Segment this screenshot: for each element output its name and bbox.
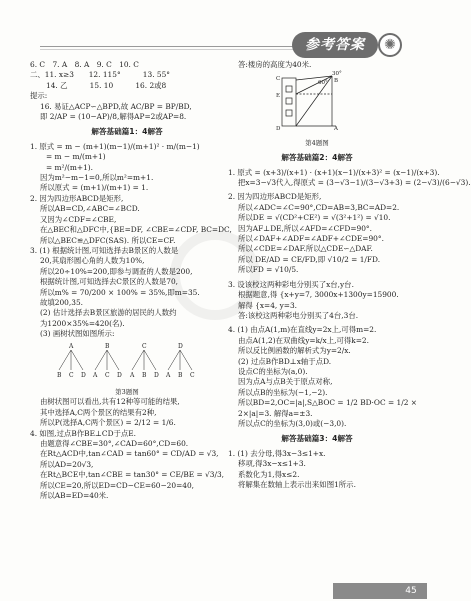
svg-text:C: C xyxy=(190,371,195,379)
right-column xyxy=(228,60,471,490)
solution-line: 1. 原式 = m − (m+1)(m−1)/(m+1)² · m/(m−1) xyxy=(30,141,200,151)
svg-text:A: A xyxy=(166,371,171,379)
point-label: E xyxy=(276,93,281,100)
solution-line: 20,其扇形圆心角的人数为10%, xyxy=(40,256,145,266)
hint-line: 16. 易证△ACP∽△BPD,故 AC/BP = BP/BD, xyxy=(40,101,192,111)
solution-line: 因为AF⊥DE,所以∠AFD=∠CFD=90°. xyxy=(238,223,372,233)
solution-line: 把x=3−√3代入,得原式 = (3−√3−1)/(3−√3+3) = (2−√3)/(6−√3). xyxy=(238,178,471,188)
svg-text:B: B xyxy=(105,342,110,350)
solution-line: 所以△BEC≌△DFC(SAS). 所以CE=CF. xyxy=(40,235,176,245)
solution-line: 所以AB=ED=40米. xyxy=(40,491,109,501)
solution-line: 解得 {x=4, y=3. xyxy=(238,300,298,310)
svg-text:D: D xyxy=(81,371,86,379)
solution-line: = m − m/(m+1) xyxy=(46,152,106,162)
solution-line: 所以AB=CD,∠ABC=∠BCD. xyxy=(40,204,140,214)
solution-line: 所以P(选择A,C两个景区) = 2/12 = 1/6. xyxy=(40,418,176,428)
point-label: A xyxy=(334,126,338,133)
svg-text:C: C xyxy=(105,371,110,379)
solution-line: 所以FD = √10/5. xyxy=(238,265,299,275)
solution-line: 根据统计图,可知选择去C景区的人数是70, xyxy=(40,277,179,287)
solution-line: 所以CE=20,所以ED=CD−CE=60−20=40, xyxy=(40,480,195,490)
solution-line: 所以 DE/AD = CE/FD,即 √10/2 = 1/FD. xyxy=(238,254,381,264)
answer-line: 二、11. x≥3 12. 115° 13. 55° xyxy=(30,70,171,80)
header-rule-thin xyxy=(40,49,315,50)
solution-line: 在Rt△ACD中,tan∠CAD = tan60° = CD/AD = √3, xyxy=(40,449,219,459)
svg-text:C: C xyxy=(69,371,74,379)
solution-line: 所以∠ADC=∠C=90°,CD=AB=3,BC=AD=2. xyxy=(238,202,400,212)
angle-label: 30° xyxy=(332,71,342,78)
solution-line: (2) 估计选择去B景区旅游的居民的人数约 xyxy=(40,308,177,318)
page-number: 45 xyxy=(405,586,417,596)
left-column xyxy=(30,60,232,501)
figure-caption: 第3题图 xyxy=(115,387,139,396)
hint-line: 即 2/AP = (10−AP)/8,解得AP=2或AP=8. xyxy=(40,112,187,122)
point-label: D xyxy=(276,126,281,133)
solution-line: 答:该校这两种彩电分别买了4台,3台. xyxy=(238,310,359,320)
solution-line: 所以20÷10%=200,即参与调查的人数是200, xyxy=(40,266,193,276)
solution-line: 为1200×35%=420(名). xyxy=(40,318,125,328)
solution-line: 所以点B的坐标为(−1,−2). xyxy=(238,387,328,397)
point-label: C xyxy=(276,76,281,83)
tree-diagram xyxy=(52,342,202,384)
solution-line: 其中选择A,C两个景区的结果有2种, xyxy=(40,407,157,417)
section-title: 解答基础篇3：4解答 xyxy=(281,434,353,444)
solution-line: 将解集在数轴上表示出来如图1所示. xyxy=(238,480,356,489)
answer-line: 6. C 7. A 8. A 9. C 10. C xyxy=(30,60,139,69)
svg-text:A: A xyxy=(93,371,98,379)
header-rule xyxy=(40,46,315,47)
solution-line: (2) 过点B作BD⊥x轴于点D. xyxy=(238,356,332,366)
svg-text:D: D xyxy=(154,371,159,379)
solution-line: 所以∠CDE=∠DAF.所以△CDE∽△DAF. xyxy=(238,244,373,254)
svg-text:C: C xyxy=(142,342,147,350)
solution-line: 2. 因为四边形ABCD是矩形, xyxy=(30,193,124,203)
figure-caption: 第4题图 xyxy=(305,138,329,147)
solution-line: 又因为∠CDF=∠CBE, xyxy=(40,214,117,224)
swirl-logo-icon: ✺ xyxy=(378,33,402,57)
solution-line: 所以点C的坐标为(3,0)或(−3,0). xyxy=(238,418,347,428)
solution-line: 2×|a|=3. 解得a=±3. xyxy=(238,408,313,418)
solution-line: 因为m²−m−1=0,所以m²=m+1. xyxy=(40,173,154,183)
svg-text:B: B xyxy=(178,371,183,379)
solution-line: 所以AD=20√3, xyxy=(40,459,94,469)
solution-line: 设点C的坐标为(a,0). xyxy=(238,366,308,376)
solution-line: 所以反比例函数的解析式为y=2/x. xyxy=(238,346,351,356)
point-label: B xyxy=(334,78,339,85)
solution-line: 4. 如图,过点B作BE⊥CD于点E. xyxy=(30,428,137,438)
solution-line: 移项,得3x−x≤1+3. xyxy=(238,459,306,469)
hint-title: 提示: xyxy=(30,91,48,101)
solution-line: 1. 原式 = (x+3)/(x+1) · (x+1)(x−1)/(x+3)² = (x−1)/(x+3). xyxy=(228,167,440,177)
solution-line: 所以BD=2,OC=|a|,S△BOC = 1/2 BD·OC = 1/2 × xyxy=(238,398,417,408)
solution-line: 答:楼房的高度为40米. xyxy=(238,60,312,69)
section-title: 解答基础篇1：4解答 xyxy=(91,127,163,137)
solution-line: 3. (1) 根据统计图,可知选择去B景区的人数是 xyxy=(30,245,179,255)
angle-label: 60° xyxy=(318,80,328,87)
svg-text:D: D xyxy=(178,342,183,350)
solution-line: 所以m% = 70/200 × 100% = 35%,即m=35. xyxy=(40,287,200,297)
solution-line: 由题意得∠CBE=30°,∠CAD=60°,CD=60. xyxy=(40,439,189,448)
solution-line: 由树状图可以看出,共有12种等可能的结果, xyxy=(40,397,180,407)
svg-text:B: B xyxy=(57,371,62,379)
solution-line: (3) 画树状图如图所示: xyxy=(40,329,115,339)
solution-line: 因为点A与点B关于原点对称, xyxy=(238,377,333,387)
solution-line: = m²/(m+1). xyxy=(46,162,94,172)
building-figure xyxy=(276,72,346,134)
solution-line: 在△BEC和△DFC中,{BE=DF, ∠CBE=∠CDF, BC=DC, xyxy=(40,225,232,235)
section-title: 解答基础篇2：4解答 xyxy=(281,153,353,163)
svg-text:B: B xyxy=(142,371,147,379)
solution-line: 故填200,35. xyxy=(40,297,83,307)
solution-line: 在Rt△BCE中,tan∠CBE = tan30° = CE/BE = √3/3, xyxy=(40,470,225,480)
solution-line: 2. 因为四边形ABCD是矩形, xyxy=(228,192,322,202)
answer-line: 14. 乙 15. 10 16. 2或8 xyxy=(46,80,167,90)
svg-text:A: A xyxy=(69,342,74,350)
svg-text:D: D xyxy=(117,371,122,379)
solution-line: 根据题意,得 {x+y=7, 3000x+1300y=15900. xyxy=(238,290,399,300)
solution-line: 由点A(1,2)在双曲线y=k/x上,可得k=2. xyxy=(238,335,369,345)
solution-line: 所以DE = √(CD²+CE²) = √(3²+1²) = √10. xyxy=(238,213,391,223)
solution-line: 4. (1) 由点A(1,m)在直线y=2x上,可得m=2. xyxy=(228,325,377,335)
header-banner: 参考答案 xyxy=(292,32,378,58)
svg-text:A: A xyxy=(130,371,135,379)
solution-line: 所以原式 = (m+1)/(m+1) = 1. xyxy=(40,183,149,193)
solution-line: 系数化为1,得x≤2. xyxy=(238,469,300,479)
solution-line: 所以∠DAF+∠ADF=∠ADF+∠CDE=90°. xyxy=(238,234,384,244)
solution-line: 3. 设该校这两种彩电分别买了x台,y台. xyxy=(228,279,354,289)
solution-line: 1. (1) 去分母,得3x−3≤1+x. xyxy=(228,448,326,458)
